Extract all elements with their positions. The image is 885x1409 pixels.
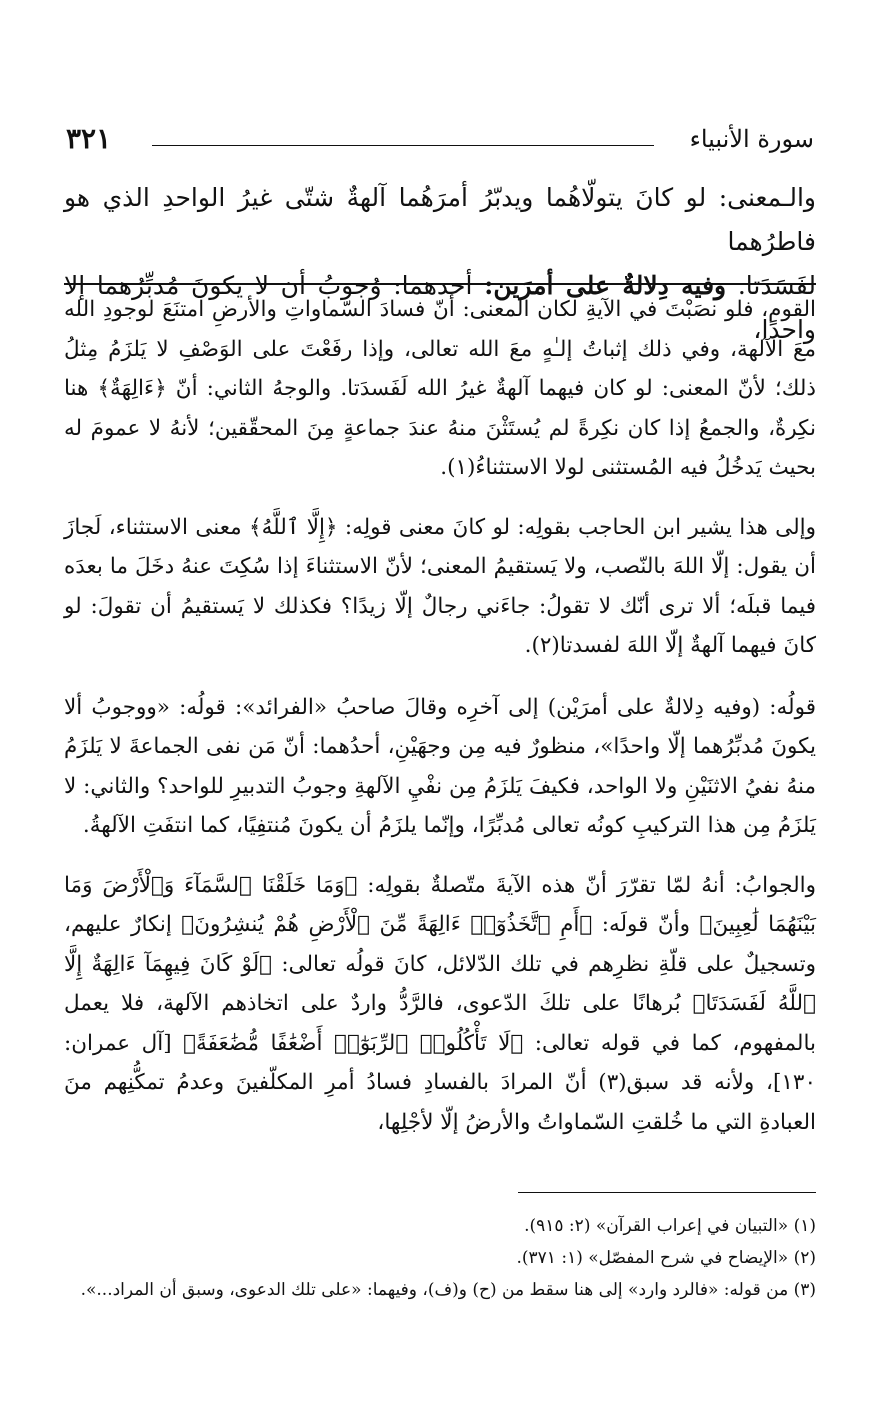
footnote-1: (١) «التبيان في إعراب القرآن» (٢: ٩١٥). xyxy=(524,1216,816,1236)
commentary-body xyxy=(64,290,816,1164)
commentary-paragraph-1: القوم، فلو نصَبْتَ في الآيةِ لكان المعنى: أنّ فسادَ السّماواتِ والأرضِ امتنَعَ لوجودِ الله معَ الآلهة، وفي ذلك إثباتُ إلـٰهٍ معَ الله تعالى، وإذا رفَعْتَ على الوَصْفِ لا يَلزَمُ مِثلُ ذلك؛ لأنّ المعنى: لو كان فيهما آلهةٌ غيرُ الله لَفَسدَتا. والوجهُ الثاني: أنّ ﴿ءَالِهَةٌ﴾ هنا نكِرةٌ، والجمعُ إذا كان نكِرةً لم يُستَثْنَ منهُ عندَ جماعةٍ مِنَ المحقّقين؛ لأنهُ لا عمومَ له بحيث يَدخُلُ فيه المُستثنى لولا الاستثناءُ(١). xyxy=(64,297,816,480)
commentary-paragraph-4: والجوابُ: أنهُ لمّا تقرّرَ أنّ هذه الآيةَ متّصلةٌ بقولِه: ﴿وَمَا خَلَقْنَا ٱلسَّمَآءَ وَٱلْأَرْضَ وَمَا بَيْنَهُمَا لَٰعِبِينَ﴾ وأنّ قولَه: ﴿أَمِ ٱتَّخَذُوٓا۟ ءَالِهَةً مِّنَ ٱلْأَرْضِ هُمْ يُنشِرُونَ﴾ إنكارٌ عليهم، وتسجيلٌ على قلّةِ نظرِهم في تلك الدّلائل، كانَ قولُه تعالى: ﴿لَوْ كَانَ فِيهِمَآ ءَالِهَةٌ إِلَّا ٱللَّهُ لَفَسَدَتَا﴾ بُرهانًا على تلكَ الدّعوى، فالرَّدُّ واردٌ على اتخاذهم الآلهة، فلا يعمل بالمفهوم، كما في قوله تعالى: ﴿لَا تَأْكُلُوا۟ ٱلرِّبَوٰٓا۟ أَضْعَٰفًا مُّضَٰعَفَةً﴾ [آل عمران: ١٣٠]، ولأنه قد سبق(٣) أنّ المرادَ بالفسادِ فسادُ أمرِ المكلّفينَ وعدمُ تمكُّنِهم منَ العبادةِ التي ما خُلقتِ السّماواتُ والأرضُ إلّا لأجْلِها، xyxy=(64,872,816,1135)
header-rule xyxy=(152,145,654,146)
commentary-paragraph-3: قولُه: (وفيه دِلالةٌ على أمرَيْن) إلى آخرِه وقالَ صاحبُ «الفرائد»: قولُه: «ووجوبُ ألا يكونَ مُدبِّرُهما إلّا واحدًا»، منظورٌ فيه مِن وجهَيْنِ، أحدُهما: أنّ مَن نفى الجماعةَ لا يَلزَمُ منهُ نفيُ الاثنَيْنِ ولا الواحد، فكيفَ يَلزَمُ مِن نفْيِ الآلهةِ وجوبُ التدبيرِ للواحد؟ والثاني: لا يَلزَمُ مِن هذا التركيبِ كونُه تعالى مُدبِّرًا، وإنّما يلزَمُ أن يكونَ مُنتفِيًا، كما انتفَتِ الآلهةُ. xyxy=(64,694,816,838)
matn-line-2-end: أحدهما: وُجوبُ أن لا يكونَ مُدبِّرُهما إلا واحدًا، xyxy=(64,271,816,344)
footnote-2: (٢) «الإيضاح في شرح المفصّل» (١: ٣٧١). xyxy=(516,1248,816,1268)
matn-bold-phrase: وفيه دِلالةٌ على أمرَين: xyxy=(484,271,727,300)
page-number: ٣٢١ xyxy=(66,122,112,155)
footnotes xyxy=(64,1210,816,1306)
running-header xyxy=(66,120,814,160)
footnote-3: (٣) من قوله: «فالرد وارد» إلى هنا سقط من (ح) و(ف)، وفيهما: «على تلك الدعوى، وسبق أن المراد...». xyxy=(80,1280,816,1300)
footnote-divider xyxy=(518,1192,816,1193)
commentary-paragraph-2: وإلى هذا يشير ابن الحاجب بقولِه: لو كانَ معنى قولِه: ﴿إِلَّا ٱللَّهُ﴾ معنى الاستثناء، لَجازَ أن يقول: إلّا اللهَ بالنّصب، ولا يَستقيمُ المعنى؛ لأنّ الاستثناءَ إذا سُكِتَ عنهُ دخَلَ ما بعدَه فيما قبلَه؛ ألا ترى أنّك لا تقولُ: جاءَني رجالٌ إلّا زيدًا؟ فكذلك لا يَستقيمُ أن تقولَ: لو كانَ فيهما آلهةٌ إلّا اللهَ لفسدتا(٢). xyxy=(64,514,816,658)
matn-line-1: والـمعنى: لو كانَ يتولّاهُما ويدبّرُ أمرَهُما آلهةٌ شتّى غيرُ الواحدِ الذي هو فاطرُهما xyxy=(64,183,816,256)
matn-line-2-start: لفَسَدَتا. xyxy=(737,271,817,300)
surah-title: سورة الأنبياء xyxy=(689,125,814,153)
matn-divider xyxy=(64,283,816,285)
